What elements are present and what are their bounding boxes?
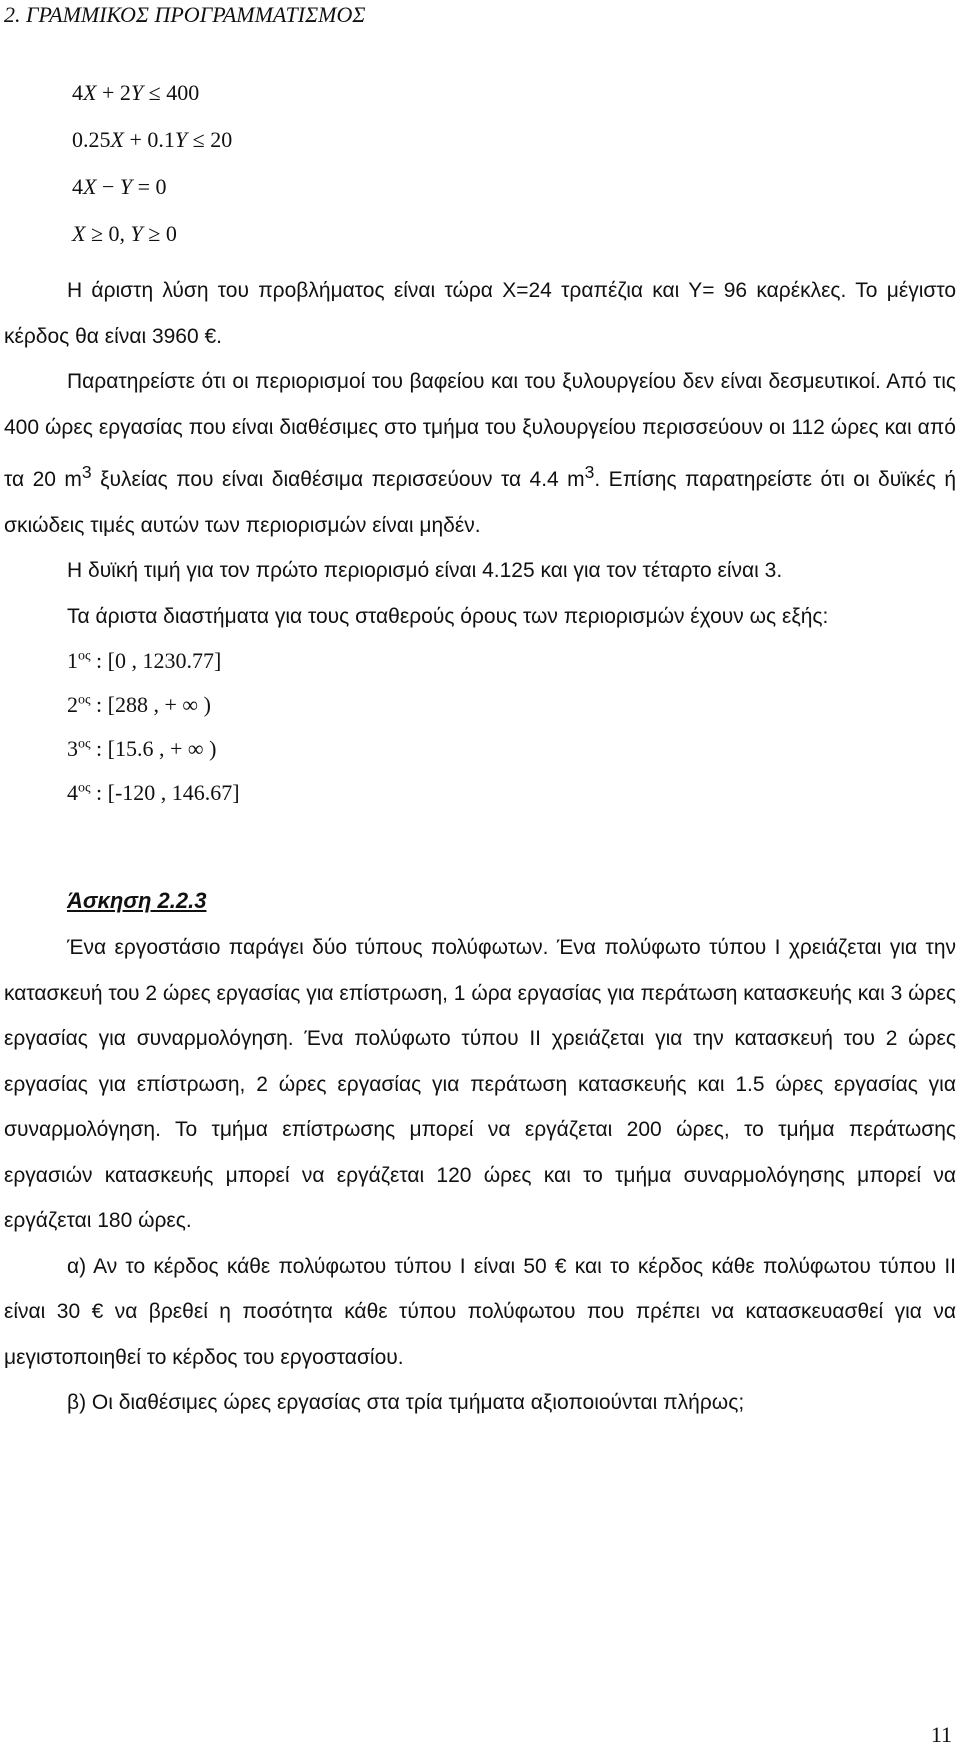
- variable-y: Y: [174, 127, 188, 152]
- ordinal-suffix: ος: [78, 780, 91, 796]
- range-index: 4: [67, 780, 78, 805]
- observation-text: Παρατηρείστε ότι οι περιορισμοί του βαφείου και του ξυλουργείου δεν είναι δεσμευτικοί. Από τις 400 ώρες εργασίας που είναι διαθέσιμες στο τμήμα του ξυλουργείου περισσεύουν οι 112 ώρες και από τα 20 m: [4, 370, 956, 491]
- variable-y: Y: [119, 174, 133, 199]
- range-value: : [288 , + ∞ ): [90, 692, 211, 717]
- superscript: 3: [81, 462, 92, 482]
- constraint-list: [72, 78, 232, 266]
- variable-x: X: [110, 127, 124, 152]
- coefficient: 0.25: [72, 127, 111, 152]
- operator: −: [96, 174, 120, 199]
- constraint-row: [72, 125, 232, 172]
- range-value: : [0 , 1230.77]: [90, 648, 222, 673]
- range-value: : [15.6 , + ∞ ): [90, 736, 217, 761]
- range-value: : [-120 , 146.67]: [90, 780, 240, 805]
- relation: = 0: [132, 174, 167, 199]
- exercise-question-a: α) Αν το κέρδος κάθε πολύφωτου τύπου I είναι 50 € και το κέρδος κάθε πολύφωτου τύπου II είναι 30 € να βρεθεί η ποσότητα κάθε τύπου πολύφωτου που πρέπει να κατασκευασθεί για να μεγιστοποιηθεί το κέρδος του εργοστασίου.: [4, 1254, 956, 1369]
- relation: ≤ 400: [143, 80, 200, 105]
- constraint-row: [72, 219, 232, 266]
- observation-text: . Επίσης παρατηρείστε ότι οι δυϊκές ή σκιώδεις τιμές αυτών των περιορισμών είναι μηδέν.: [4, 468, 956, 537]
- exercise-paragraph: Ένα εργοστάσιο παράγει δύο τύπους πολύφωτων. Ένα πολύφωτο τύπου I χρειάζεται για την κατασκευή του 2 ώρες εργασίας για επίστρωση, 1 ώρα εργασίας για περάτωση κατασκευής και 3 ώρες εργασίας για συναρμολόγηση. Ένα πολύφωτο τύπου II χρειάζεται για την κατασκευή του 2 ώρες εργασίας για επίστρωση, 2 ώρες εργασίας για περάτωση κατασκευής και 1.5 ώρες εργασίας για συναρμολόγηση. Το τμήμα επίστρωσης μπορεί να εργάζεται 200 ώρες, το τμήμα περάτωσης εργασιών κατασκευής μπορεί να εργάζεται 120 ώρες και το τμήμα συναρμολόγησης μπορεί να εργάζεται 180 ώρες.: [4, 936, 956, 1232]
- relation: ≥ 0: [142, 221, 177, 246]
- coefficient: 4: [72, 174, 83, 199]
- variable-y: Y: [130, 80, 144, 105]
- observation-text: ξυλείας που είναι διαθέσιμα περισσεύουν τα 4.4 m: [91, 468, 585, 491]
- operator: + 0.1: [123, 127, 175, 152]
- constraint-row: [72, 172, 232, 219]
- range-index: 1: [67, 648, 78, 673]
- main-text: [4, 268, 956, 1426]
- section-spacer: [4, 815, 956, 877]
- dual-values-paragraph: Η δυϊκή τιμή για τον πρώτο περιορισμό είναι 4.125 και για τον τέταρτο είναι 3.: [67, 559, 783, 582]
- superscript: 3: [584, 462, 595, 482]
- coefficient: 4: [72, 80, 83, 105]
- observation-paragraph: [4, 359, 956, 548]
- running-header: 2. ΓΡΑΜΜΙΚΟΣ ΠΡΟΓΡΑΜΜΑΤΙΣΜΟΣ: [4, 2, 366, 27]
- operator: + 2: [96, 80, 131, 105]
- variable-x: X: [72, 221, 86, 246]
- range-row: [67, 771, 956, 815]
- constraint-row: [72, 78, 232, 125]
- exercise-title: Άσκηση 2.2.3: [67, 888, 207, 913]
- page-number: 11: [930, 1722, 952, 1747]
- range-list: [4, 639, 956, 815]
- ordinal-suffix: ος: [78, 736, 91, 752]
- variable-y: Y: [130, 221, 143, 246]
- exercise-question-b: β) Οι διαθέσιμες ώρες εργασίας στα τρία τμήματα αξιοποιούνται πλήρως;: [67, 1391, 745, 1414]
- ordinal-suffix: ος: [78, 692, 91, 708]
- relation: ≤ 20: [187, 127, 233, 152]
- range-row: [67, 639, 956, 683]
- range-row: [67, 683, 956, 727]
- operator: ≥ 0,: [85, 221, 131, 246]
- intervals-intro-paragraph: Τα άριστα διαστήματα για τους σταθερούς όρους των περιορισμών έχουν ως εξής:: [67, 604, 829, 628]
- range-row: [67, 727, 956, 771]
- solution-paragraph: Η άριστη λύση του προβλήματος είναι τώρα Χ=24 τραπέζια και Υ= 96 καρέκλες. Το μέγιστο κέρδος θα είναι 3960 €.: [4, 279, 956, 348]
- variable-x: X: [83, 174, 97, 199]
- variable-x: X: [83, 80, 97, 105]
- ordinal-suffix: ος: [78, 648, 91, 664]
- range-index: 3: [67, 736, 78, 761]
- range-index: 2: [67, 692, 78, 717]
